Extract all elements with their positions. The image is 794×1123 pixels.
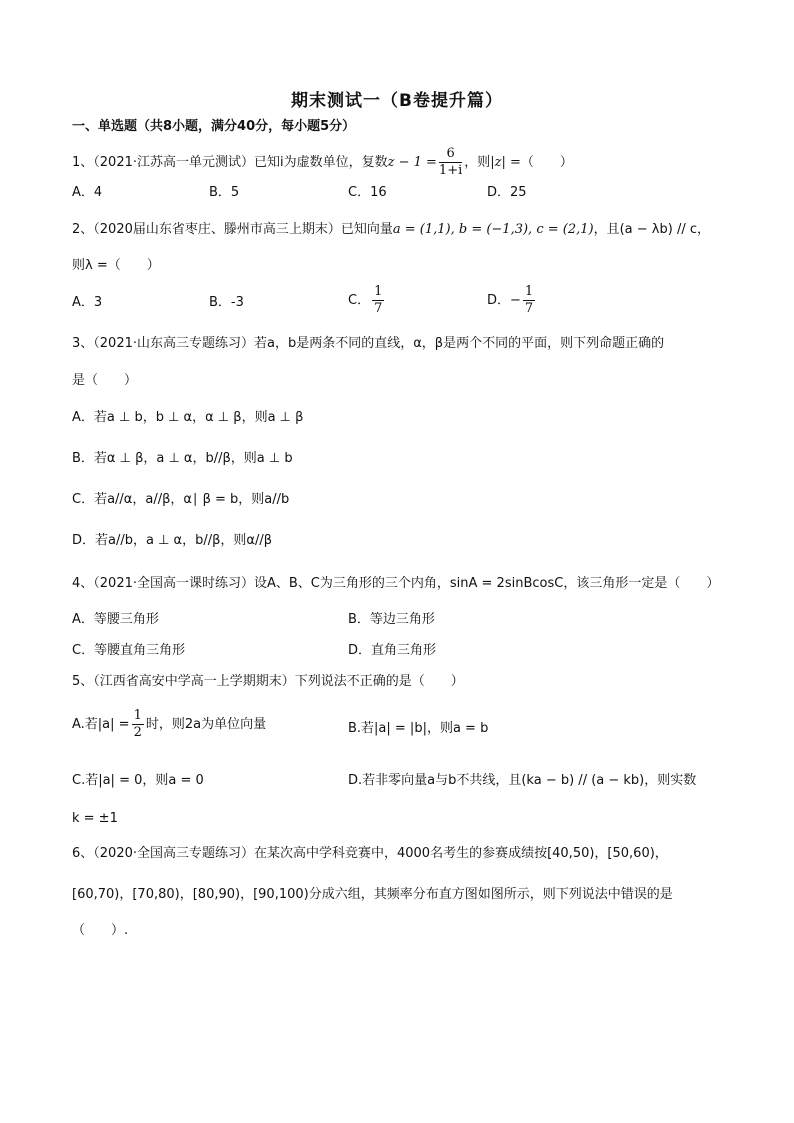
question-4-stem: 4、（2021·全国高一课时练习）设A、B、C为三角形的三个内角，sinA = 2sinBcosC，该三角形一定是（ ） [72,576,720,591]
q3-option-c: C．若a//α，a//β，α∣ β = b，则a//b [72,492,290,507]
q1-option-d: D．25 [487,185,527,200]
q1-equation-lhs: z − 1 = [387,155,437,170]
question-3-stem: 3、（2021·山东高三专题练习）若a，b是两条不同的直线，α，β是两个不同的平面，则下列命题正确的 [72,336,665,351]
q2-line-2: 则λ =（ ） [72,258,160,273]
q2-vector-b: b = (−1,3), [458,222,533,237]
q1-frac-num: 6 [439,146,462,163]
q5-option-a-den: 2 [133,725,142,740]
page-title: 期末测试一（B卷提升篇） [291,91,503,111]
q5-option-d-line-2: k = ±1 [72,811,118,826]
q1-option-c: C．16 [348,185,387,200]
q4-option-b: B．等边三角形 [348,612,435,627]
q2-option-d-num: 1 [524,284,534,299]
question-2-stem [72,221,710,239]
q3-option-b: B．若α ⊥ β，a ⊥ α，b//β，则a ⊥ b [72,451,293,466]
q5-option-d: D.若非零向量a与b不共线，且(ka − b) // (a − kb)，则实数 [348,773,697,788]
q5-option-a-num: 1 [133,708,142,723]
q1-stem-pre: 1、（2021·江苏高一单元测试）已知i为虚数单位，复数 [72,155,388,170]
q1-paren: （ ） [520,155,573,170]
q5-option-c: C.若|a| = 0，则a = 0 [72,773,204,788]
question-5-stem: 5、（江西省高安中学高一上学期期末）下列说法不正确的是（ ） [72,674,464,689]
q2-option-b: B．-3 [209,295,244,310]
q5-option-b: B.若|a| = |b|，则a = b [348,721,489,736]
question-6-line-1: 6、（2020·全国高三专题练习）在某次高中学科竞赛中，4000名考生的参赛成绩按[40,50)，[50,60)， [72,846,668,861]
q2-vector-a: a = (1,1), [392,222,455,237]
q2-option-c-num: 1 [374,284,383,299]
q5-option-a [72,708,266,741]
q5-option-a-pre: A.若|a| = [72,717,130,732]
q4-option-c: C．等腰直角三角形 [72,643,186,658]
q4-option-a: A．等腰三角形 [72,612,159,627]
q2-option-c-den: 7 [374,301,383,316]
q2-option-d-fraction [523,284,535,317]
section-heading: 一、单选题（共8小题，满分40分，每小题5分） [72,119,356,134]
q2-option-d-den: 7 [524,301,534,316]
q1-frac-den: 1+i [438,163,463,178]
q1-abs: |z| = [490,155,521,170]
question-1-stem [72,146,573,179]
q3-option-d: D．若a//b，a ⊥ α，b//β，则α//β [72,533,273,548]
q1-stem-post: ，则 [464,155,491,170]
q2-option-d [487,284,537,317]
q3-option-a: A．若a ⊥ b，b ⊥ α，α ⊥ β，则a ⊥ β [72,410,304,425]
q5-option-a-post: 时，则2a为单位向量 [145,717,267,732]
question-6-line-2: [60,70)，[70,80)，[80,90)，[90,100)分成六组，其频率分布直方图如图所示，则下列说法中错误的是 [72,887,673,902]
q2-option-c-fraction [372,284,384,317]
q1-option-a: A．4 [72,185,103,200]
q1-fraction [439,146,462,179]
q2-option-a: A．3 [72,295,103,310]
q5-option-a-fraction [132,708,144,741]
question-6-line-3: （ ）. [72,923,129,938]
q3-stem-line-2: 是（ ） [72,373,138,388]
q2-condition: ，且(a − λb) // c， [593,222,710,237]
q2-option-c-label: C． [348,293,371,308]
q4-option-d: D．直角三角形 [348,643,437,658]
q2-option-c [348,284,386,317]
q2-stem-pre: 2、（2020届山东省枣庄、滕州市高三上期末）已知向量 [72,222,393,237]
q1-option-b: B．5 [209,185,240,200]
q2-vector-c: c = (2,1) [536,222,594,237]
q2-option-d-label: D．− [487,293,521,308]
